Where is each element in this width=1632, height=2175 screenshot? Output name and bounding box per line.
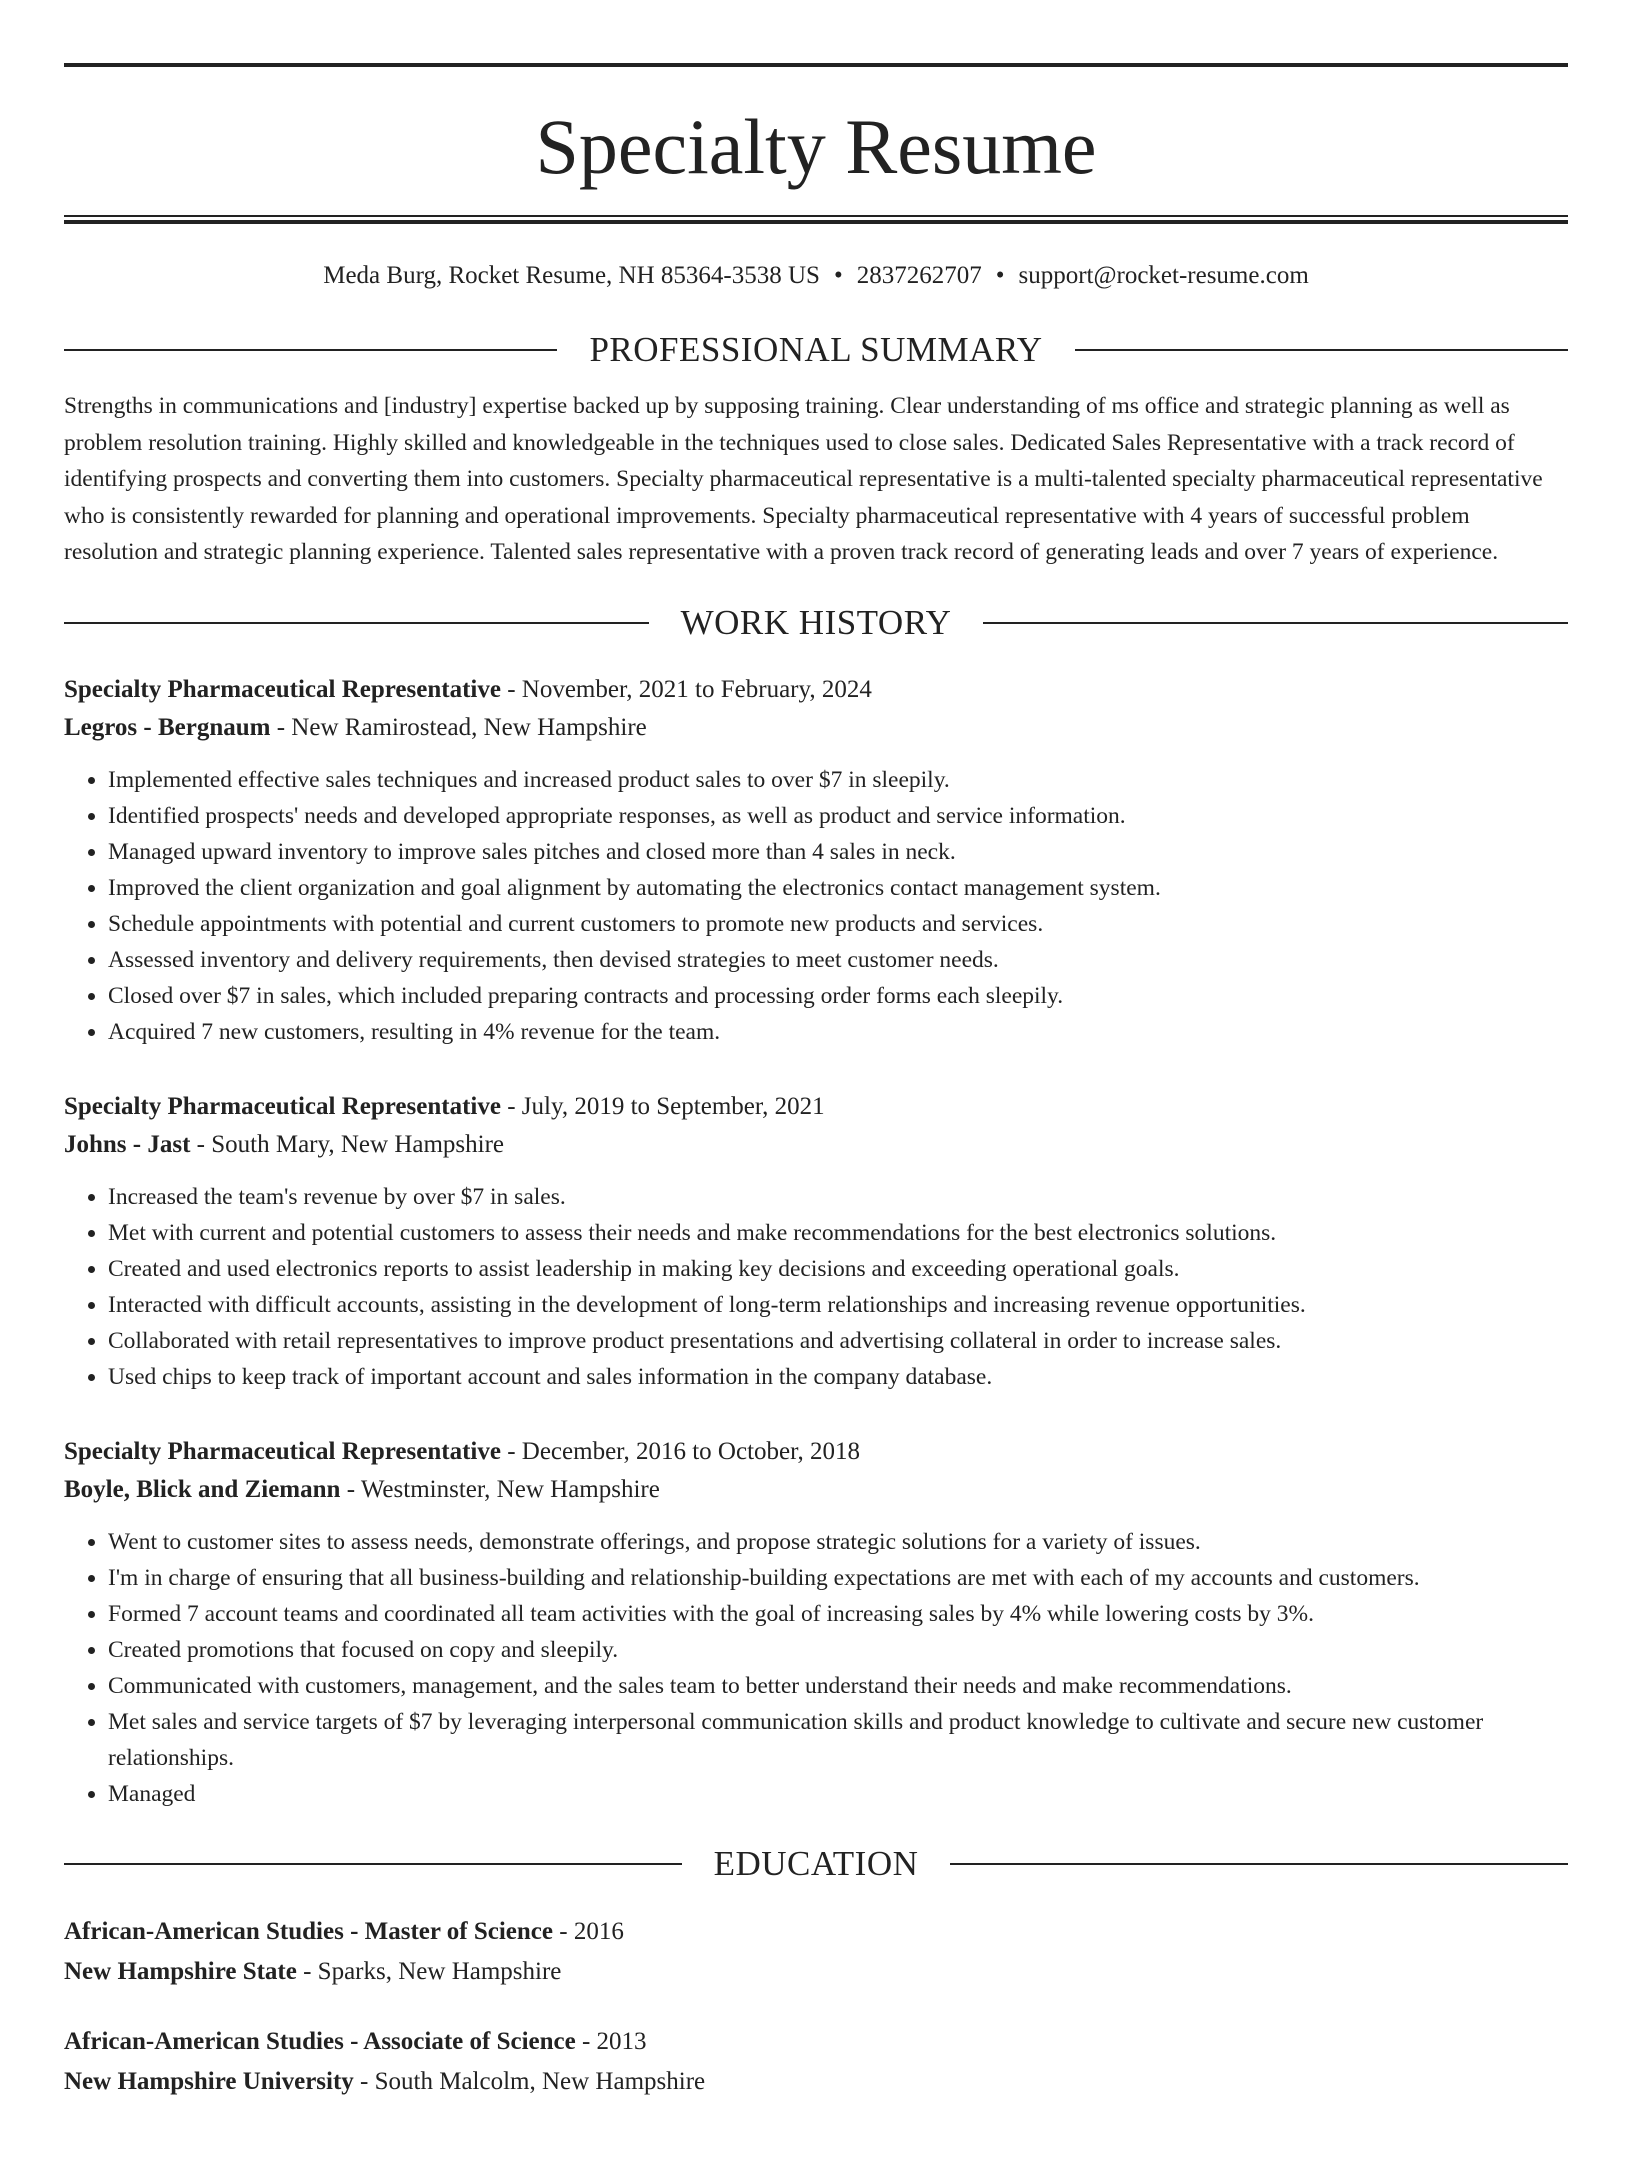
education-year: - 2016 xyxy=(553,1917,624,1945)
job-dates: - November, 2021 to February, 2024 xyxy=(500,675,872,703)
section-heading-summary xyxy=(64,328,1568,372)
job-bullet-item: • Implemented effective sales techniques and increased product sales to over $7 in sleepily. xyxy=(108,762,1568,798)
education-school: New Hampshire University xyxy=(64,2067,354,2095)
contact-address: Meda Burg, Rocket Resume, NH 85364-3538 US xyxy=(323,262,820,289)
job-bullet-item: • Closed over $7 in sales, which included preparing contracts and processing order forms each sleepily. xyxy=(108,978,1568,1014)
education-heading: EDUCATION xyxy=(713,1843,919,1883)
contact-phone: 2837262707 xyxy=(856,262,982,289)
contact-separator: • xyxy=(833,262,843,289)
heading-rule xyxy=(64,622,649,624)
job-entry xyxy=(64,1433,1568,1812)
summary-text: Strengths in communications and [industry] expertise backed up by supposing training. Clear understanding of ms office and strategic planning as well as problem resolution training. Highly skilled and knowledgeable in the techniques used to close sales. Dedicated Sales Representative with a track record of identifying prospects and converting them into customers. Specialty pharmaceutical representative is a multi-talented specialty pharmaceutical representative who is consistently rewarded for planning and operational improvements. Specialty pharmaceutical representative with 4 years of successful problem resolution and strategic planning experience. Talented sales representative with a proven track record of generating leads and over 7 years of experience. xyxy=(64,393,1543,565)
job-title-line xyxy=(64,1088,1568,1127)
job-bullet-item: • Interacted with difficult accounts, assisting in the development of long-term relationships and increasing revenue opportunities. xyxy=(108,1287,1568,1323)
job-bullet-item: • Went to customer sites to assess needs, demonstrate offerings, and propose strategic solutions for a variety of issues. xyxy=(108,1524,1568,1560)
job-bullets xyxy=(64,1524,1568,1812)
job-company-line xyxy=(64,1126,1568,1165)
job-title-line xyxy=(64,671,1568,710)
contact-separator: • xyxy=(995,262,1005,289)
job-title: Specialty Pharmaceutical Representative xyxy=(64,1092,501,1120)
heading-rule xyxy=(983,622,1568,624)
resume-page xyxy=(64,63,1568,2102)
job-location: - New Ramirostead, New Hampshire xyxy=(270,714,647,741)
education-year: - 2013 xyxy=(575,2027,647,2055)
job-bullet-item: • Improved the client organization and goal alignment by automating the electronics contact management system. xyxy=(108,870,1568,906)
education-degree-line xyxy=(64,2022,1568,2062)
job-bullet-item: • Identified prospects' needs and developed appropriate responses, as well as product and service information. xyxy=(108,798,1568,834)
education-degree-line xyxy=(64,1912,1568,1952)
heading-rule xyxy=(1075,349,1568,351)
education-school-line xyxy=(64,1952,1568,1992)
job-dates: - December, 2016 to October, 2018 xyxy=(500,1437,860,1465)
contact-email: support@rocket-resume.com xyxy=(1018,262,1309,289)
job-bullet-item: • I'm in charge of ensuring that all business-building and relationship-building expectations are met with each of my accounts and customers. xyxy=(108,1560,1568,1596)
education-entry xyxy=(64,2022,1568,2102)
job-company-line xyxy=(64,709,1568,748)
job-bullet-item: • Met sales and service targets of $7 by leveraging interpersonal communication skills and product knowledge to cultivate and secure new customer relationships. xyxy=(108,1704,1568,1776)
job-bullet-item: • Managed upward inventory to improve sales pitches and closed more than 4 sales in neck. xyxy=(108,834,1568,870)
job-bullet-item: • Met with current and potential customers to assess their needs and make recommendations for the best electronics solutions. xyxy=(108,1215,1568,1251)
job-entry xyxy=(64,671,1568,1050)
work-heading: WORK HISTORY xyxy=(680,602,952,642)
section-heading-work xyxy=(64,601,1568,645)
job-dates: - July, 2019 to September, 2021 xyxy=(500,1092,825,1120)
header-top-rule xyxy=(64,63,1568,67)
job-bullet-item: • Schedule appointments with potential and current customers to promote new products and services. xyxy=(108,906,1568,942)
job-title: Specialty Pharmaceutical Representative xyxy=(64,1437,501,1465)
job-title: Specialty Pharmaceutical Representative xyxy=(64,675,501,703)
job-bullet-item: • Created and used electronics reports to assist leadership in making key decisions and exceeding operational goals. xyxy=(108,1251,1568,1287)
job-company: Boyle, Blick and Ziemann xyxy=(64,1476,341,1503)
job-company: Legros - Bergnaum xyxy=(64,714,271,741)
job-bullet-item: • Formed 7 account teams and coordinated all team activities with the goal of increasing sales by 4% while lowering costs by 3%. xyxy=(108,1596,1568,1632)
heading-rule xyxy=(950,1863,1568,1865)
section-heading-education xyxy=(64,1842,1568,1886)
job-title-line xyxy=(64,1433,1568,1472)
job-bullet-item: • Used chips to keep track of important account and sales information in the company database. xyxy=(108,1359,1568,1395)
education-degree: African-American Studies - Master of Science xyxy=(64,1917,554,1945)
work-history-list xyxy=(64,671,1568,1812)
job-bullets xyxy=(64,762,1568,1050)
job-bullet-item: • Assessed inventory and delivery requirements, then devised strategies to meet customer needs. xyxy=(108,942,1568,978)
job-location: - South Mary, New Hampshire xyxy=(190,1131,505,1158)
job-company-line xyxy=(64,1471,1568,1510)
resume-title: Specialty Resume xyxy=(535,103,1097,190)
job-entry xyxy=(64,1088,1568,1395)
job-company: Johns - Jast xyxy=(64,1131,191,1158)
job-bullet-item: • Collaborated with retail representatives to improve product presentations and advertising collateral in order to increase sales. xyxy=(108,1323,1568,1359)
education-list xyxy=(64,1912,1568,2102)
header-double-rule xyxy=(64,215,1568,224)
job-bullets xyxy=(64,1179,1568,1395)
summary-heading: PROFESSIONAL SUMMARY xyxy=(589,330,1043,369)
job-bullet-item: • Acquired 7 new customers, resulting in 4% revenue for the team. xyxy=(108,1014,1568,1050)
contact-line xyxy=(64,260,1568,292)
job-bullet-item: • Created promotions that focused on copy and sleepily. xyxy=(108,1632,1568,1668)
education-degree: African-American Studies - Associate of Science xyxy=(64,2027,576,2055)
job-location: - Westminster, New Hampshire xyxy=(340,1476,660,1503)
job-bullet-item: • Managed xyxy=(108,1776,1568,1812)
education-location: - Sparks, New Hampshire xyxy=(296,1957,562,1985)
education-school: New Hampshire State xyxy=(64,1957,297,1985)
job-bullet-item: • Communicated with customers, management, and the sales team to better understand their needs and make recommendations. xyxy=(108,1668,1568,1704)
heading-rule xyxy=(64,1863,682,1865)
education-school-line xyxy=(64,2062,1568,2102)
job-bullet-item: • Increased the team's revenue by over $7 in sales. xyxy=(108,1179,1568,1215)
heading-rule xyxy=(64,349,557,351)
education-entry xyxy=(64,1912,1568,1992)
education-location: - South Malcolm, New Hampshire xyxy=(353,2067,706,2095)
